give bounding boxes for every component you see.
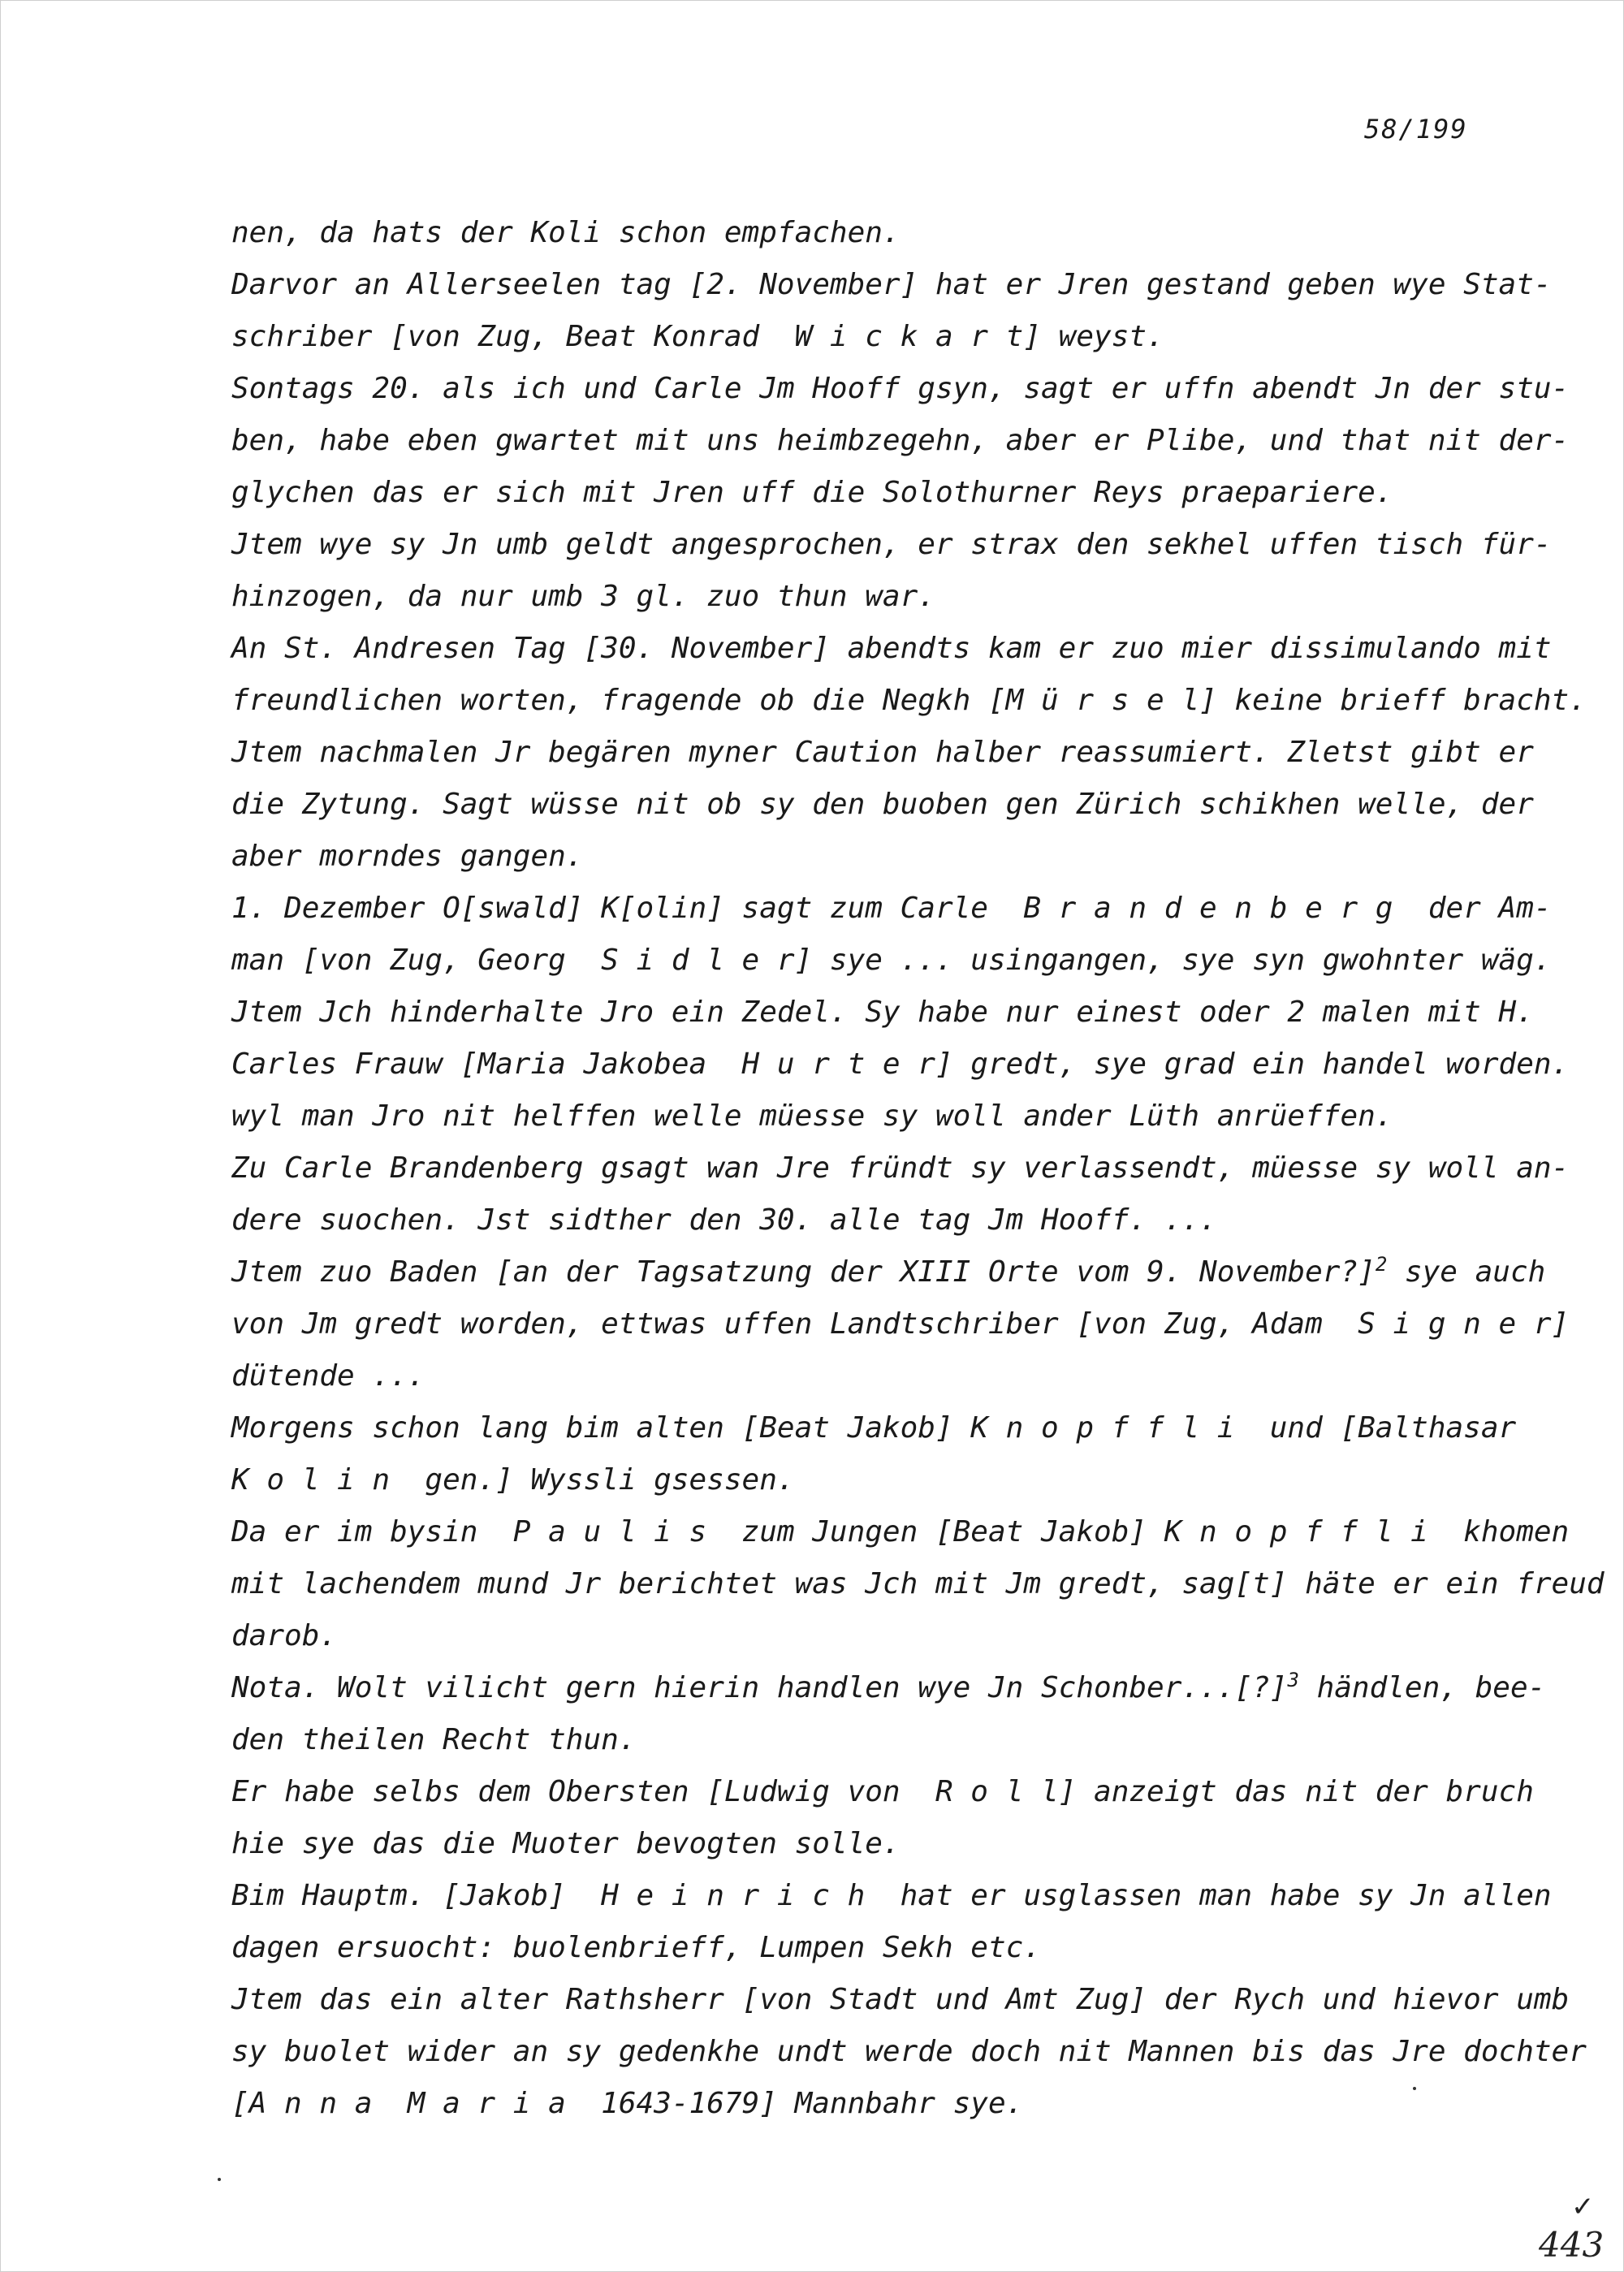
text-line: von Jm gredt worden, ettwas uffen Landtschriber [von Zug, Adam S i g n e r] — [231, 1307, 1570, 1341]
text-line: glychen das er sich mit Jren uff die Solothurner Reys praepariere. — [231, 476, 1393, 509]
check-mark: ✓ — [1571, 2191, 1595, 2223]
line-text: Jtem zuo Baden [an der Tagsatzung der XIII Orte vom 9. November?] — [231, 1255, 1376, 1289]
page-number: 58/199 — [1364, 114, 1468, 145]
text-line: [A n n a M a r i a 1643-1679] Mannbahr sye. — [231, 2087, 1024, 2120]
text-line: ben, habe eben gwartet mit uns heimbzegehn, aber er Plibe, und that nit der- — [231, 424, 1570, 457]
text-line: nen, da hats der Koli schon empfachen. — [231, 216, 901, 249]
text-line: dütende ... — [231, 1359, 425, 1393]
text-line: wyl man Jro nit helffen welle müesse sy woll ander Lüth anrüeffen. — [231, 1099, 1393, 1133]
text-line: Carles Frauw [Maria Jakobea H u r t e r] gredt, sye grad ein handel worden. — [231, 1047, 1570, 1081]
footnote-ref: 2 — [1375, 1253, 1388, 1276]
text-line: Sontags 20. als ich und Carle Jm Hooff gsyn, sagt er uffn abendt Jn der stu- — [231, 372, 1570, 405]
text-line: 1. Dezember O[swald] K[olin] sagt zum Carle B r a n d e n b e r g der Am- — [231, 892, 1552, 925]
text-line: freundlichen worten, fragende ob die Negkh [M ü r s e l] keine brieff bracht. — [231, 684, 1587, 717]
line-text: Nota. Wolt vilicht gern hierin handlen wye Jn Schonber...[?] — [231, 1671, 1288, 1704]
line-text: händlen, bee- — [1298, 1671, 1546, 1704]
text-line: Darvor an Allerseelen tag [2. November] hat er Jren gestand geben wye Stat- — [231, 268, 1552, 301]
text-line: dagen ersuocht: buolenbrieff, Lumpen Sekh etc. — [231, 1931, 1041, 1964]
text-line: Bim Hauptm. [Jakob] H e i n r i c h hat er usglassen man habe sy Jn allen — [231, 1879, 1552, 1912]
text-line: hinzogen, da nur umb 3 gl. zuo thun war. — [231, 580, 935, 613]
text-line: schriber [von Zug, Beat Konrad W i c k a r t] weyst. — [231, 320, 1164, 353]
text-line: K o l i n gen.] Wyssli gsessen. — [231, 1463, 795, 1497]
text-line: mit lachendem mund Jr berichtet was Jch mit Jm gredt, sag[t] häte er ein freud — [231, 1567, 1605, 1600]
text-line-with-footnote — [231, 1662, 1546, 1714]
text-line-with-footnote — [231, 1246, 1546, 1298]
footnote-ref: 3 — [1287, 1669, 1299, 1691]
text-line: Jtem wye sy Jn umb geldt angesprochen, er strax den sekhel uffen tisch für- — [231, 528, 1552, 561]
handwritten-folio-number: 443 — [1539, 2225, 1605, 2265]
text-line: An St. Andresen Tag [30. November] abendts kam er zuo mier dissimulando mit — [231, 632, 1552, 665]
text-line: Er habe selbs dem Obersten [Ludwig von R o l l] anzeigt das nit der bruch — [231, 1775, 1534, 1808]
text-line: Jtem das ein alter Rathsherr [von Stadt und Amt Zug] der Rych und hievor umb — [231, 1983, 1570, 2016]
text-line: Jtem nachmalen Jr begären myner Caution halber reassumiert. Zletst gibt er — [231, 736, 1534, 769]
text-line: den theilen Recht thun. — [231, 1723, 637, 1756]
text-line: dere suochen. Jst sidther den 30. alle tag Jm Hooff. ... — [231, 1203, 1217, 1237]
text-line: Jtem Jch hinderhalte Jro ein Zedel. Sy habe nur einest oder 2 malen mit H. — [231, 996, 1534, 1029]
speck-mark — [218, 2178, 221, 2181]
speck-mark — [1413, 2087, 1416, 2090]
text-line: hie sye das die Muoter bevogten solle. — [231, 1827, 901, 1860]
text-line: Zu Carle Brandenberg gsagt wan Jre fründt sy verlassendt, müesse sy woll an- — [231, 1151, 1570, 1185]
text-line: aber morndes gangen. — [231, 840, 584, 873]
text-line: darob. — [231, 1619, 338, 1652]
line-text: sye auch — [1387, 1255, 1546, 1289]
text-line: man [von Zug, Georg S i d l e r] sye ... usingangen, sye syn gwohnter wäg. — [231, 944, 1552, 977]
text-line: die Zytung. Sagt wüsse nit ob sy den buoben gen Zürich schikhen welle, der — [231, 788, 1534, 821]
text-line: Morgens schon lang bim alten [Beat Jakob] K n o p f f l i und [Balthasar — [231, 1411, 1517, 1445]
text-line: Da er im bysin P a u l i s zum Jungen [Beat Jakob] K n o p f f l i khomen — [231, 1515, 1570, 1549]
document-body — [231, 207, 1605, 2130]
text-line: sy buolet wider an sy gedenkhe undt werde doch nit Mannen bis das Jre dochter — [231, 2035, 1587, 2068]
